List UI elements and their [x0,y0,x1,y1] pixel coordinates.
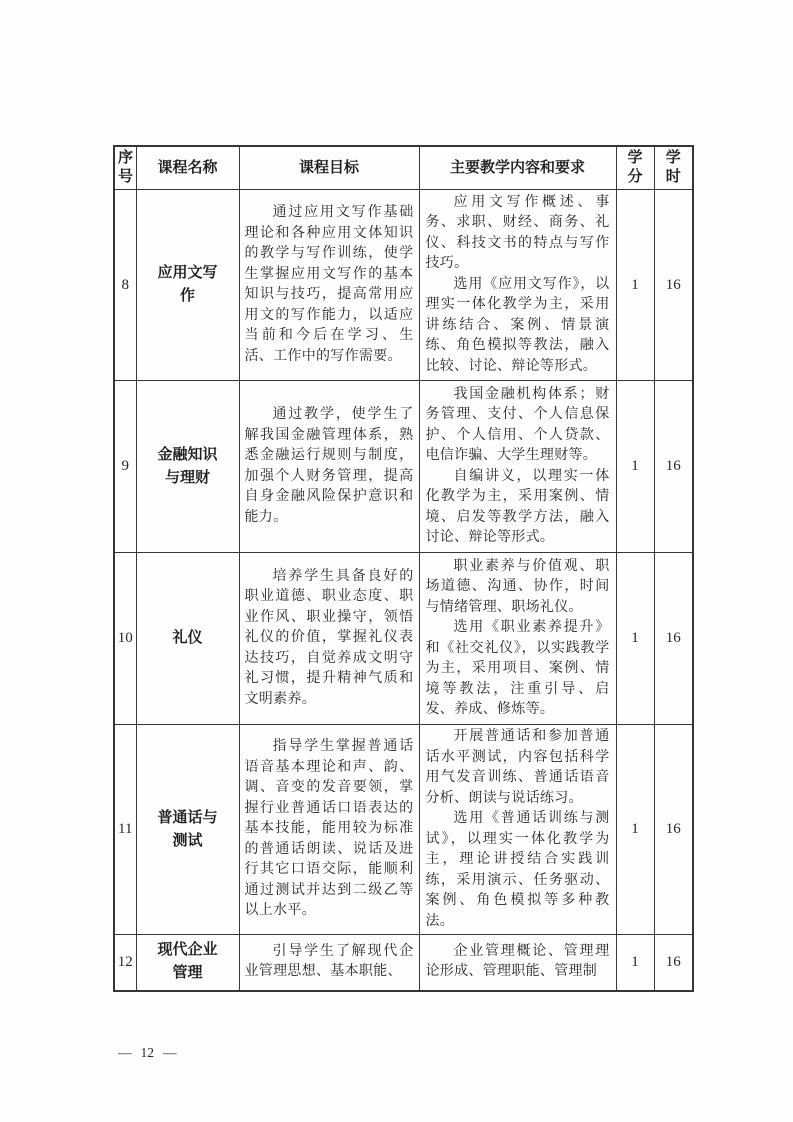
cell-objective [239,553,419,725]
content-paragraph: 选用《职业素养提升》和《社交礼仪》，以实践教学为主，采用项目、案例、情境等教法，注重引导、启发、养成、修炼等。 [425,620,610,717]
cell-hours: 16 [654,553,693,725]
cell-credit: 1 [616,381,654,553]
cell-course-name [136,190,239,381]
cell-hours: 16 [654,190,693,381]
objective-paragraph: 培养学生具备良好的职业道德、职业态度、职业作风、职业操守，领悟礼仪的价值，掌握礼仪表达技巧，自觉养成文明守礼习惯，提升精神气质和文明素养。 [244,568,414,707]
content-paragraph: 自编讲义，以理实一体化教学为主，采用案例、情境、启发等教学方法，融入讨论、辩论等形式。 [425,468,610,545]
cell-credit: 1 [616,553,654,725]
cell-objective [239,381,419,553]
table-row [114,725,693,935]
cell-no: 10 [114,553,136,725]
col-header-credit: 学分 [616,146,654,190]
table-row [114,190,693,381]
cell-course-name [136,381,239,553]
cell-credit: 1 [616,935,654,991]
content-paragraph: 应用文写作概述、事务、求职、财经、商务、礼仪、科技文书的特点与写作技巧。 [425,194,610,272]
col-header-name: 课程名称 [136,146,239,190]
table-row [114,935,693,991]
cell-no: 12 [114,935,136,991]
col-header-hours: 学时 [654,146,693,190]
cell-course-name [136,553,239,725]
course-name-text: 现代企业管理 [157,942,218,982]
content-paragraph: 职业素养与价值观、职场道德、沟通、协作，时间与情绪管理、职场礼仪。 [425,558,610,615]
cell-credit: 1 [616,190,654,381]
objective-paragraph: 通过教学，使学生了解我国金融管理体系，熟悉金融运行规则与制度，加强个人财务管理，提高自身金融风险保护意识和能力。 [244,407,414,525]
page-footer [118,1045,177,1061]
cell-content [419,935,616,991]
cell-hours: 16 [654,935,693,991]
cell-objective [239,935,419,991]
table-header-row [114,146,693,190]
col-header-objective: 课程目标 [239,146,419,190]
content-paragraph: 企业管理概论、管理理论形成、管理职能、管理制 [425,943,610,980]
col-header-no: 序号 [114,146,136,190]
cell-hours: 16 [654,381,693,553]
content-paragraph: 选用《应用文写作》，以理实一体化教学为主，采用讲练结合、案例、情景演练、角色模拟等教法，融入比较、讨论、辩论等形式。 [425,276,610,374]
course-table-body [114,190,693,991]
course-name-text: 普通话与测试 [157,809,218,849]
course-name-text: 礼仪 [172,630,203,646]
cell-objective [239,725,419,935]
cell-no: 8 [114,190,136,381]
cell-content [419,553,616,725]
cell-course-name [136,935,239,991]
footer-dash-left: — [118,1045,132,1060]
cell-no: 9 [114,381,136,553]
cell-content [419,381,616,553]
content-paragraph: 开展普通话和参加普通话水平测试，内容包括科学用气发音训练、普通话语音分析、朗读与说话练习。 [425,729,610,806]
footer-page-number: 12 [140,1045,154,1060]
course-table [113,145,694,992]
course-name-text: 应用文写作 [157,265,218,304]
objective-paragraph: 通过应用文写作基础理论和各种应用文体知识的教学与写作训练，使学生掌握应用文写作的基本知识与技巧，提高常用应用文的写作能力，以适应当前和今后在学习、生活、工作中的写作需要。 [244,205,414,364]
cell-content [419,725,616,935]
content-paragraph: 我国金融机构体系；财务管理、支付、个人信息保护、个人信用、个人贷款、电信诈骗、大学生理财等。 [425,386,610,463]
cell-course-name [136,725,239,935]
cell-no: 11 [114,725,136,935]
col-header-content: 主要教学内容和要求 [419,146,616,190]
table-row [114,553,693,725]
footer-dash-right: — [163,1045,177,1060]
cell-hours: 16 [654,725,693,935]
objective-paragraph: 引导学生了解现代企业管理思想、基本职能、 [244,943,414,980]
cell-content [419,190,616,381]
content-paragraph: 选用《普通话训练与测试》，以理实一体化教学为主，理论讲授结合实践训练，采用演示、任务驱动、案例、角色模拟等多种教法。 [425,811,610,929]
cell-credit: 1 [616,725,654,935]
course-name-text: 金融知识与理财 [157,446,218,486]
cell-objective [239,190,419,381]
table-row [114,381,693,553]
objective-paragraph: 指导学生掌握普通话语音基本理论和声、韵、调、音变的发音要领，掌握行业普通话口语表达的基本技能，能用较为标准的普通话朗读、说话及进行其它口语交际，能顺利通过测试并达到二级乙等以上水平。 [244,739,414,919]
